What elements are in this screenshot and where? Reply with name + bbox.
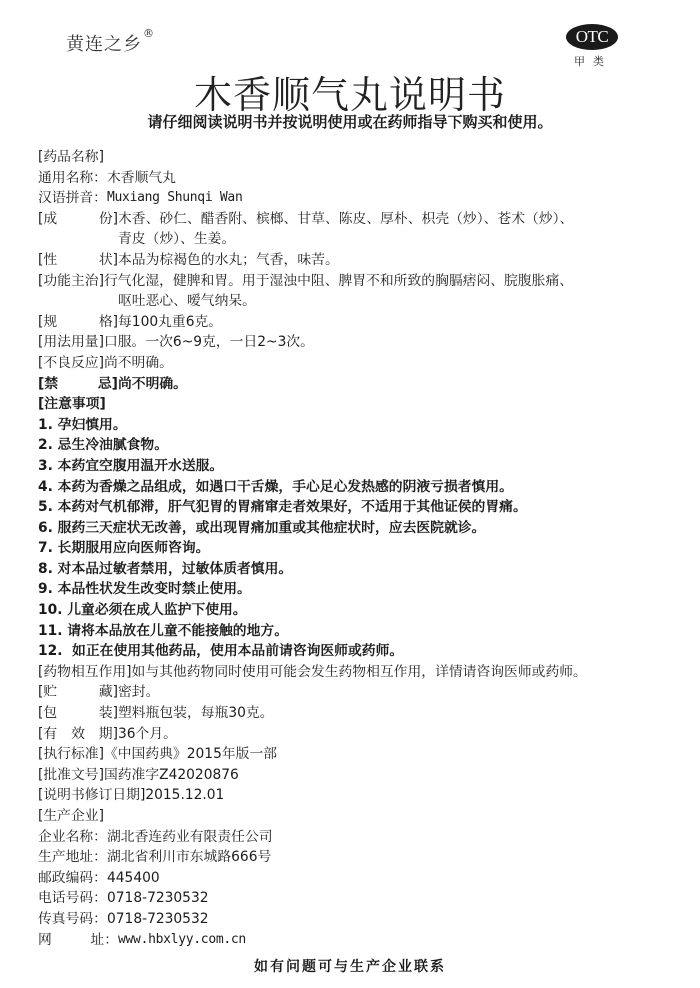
adverse-reactions-label: [不良反应] [38, 354, 104, 371]
document-subtitle: 请仔细阅读说明书并按说明使用或在药师指导下购买和使用。 [147, 113, 553, 131]
precaution-item [38, 538, 678, 559]
section-heading: [生产企业] [38, 808, 104, 824]
storage-value: 密封。 [118, 684, 160, 701]
registered-mark: ® [143, 27, 155, 40]
dosage-row [38, 332, 678, 353]
storage-label [38, 682, 118, 703]
precaution-item [38, 435, 678, 456]
website-link[interactable]: www.hbxlyy.com.cn [118, 931, 246, 947]
pinyin-label: 汉语拼音： [38, 190, 107, 207]
company-name-value: 湖北香连药业有限责任公司 [106, 828, 273, 845]
ingredients-value: 木香、砂仁、醋香附、槟榔、甘草、陈皮、厚朴、枳壳（炒）、苍术（炒）、 [118, 210, 574, 227]
precaution-text: 8. 对本品过敏者禁用，过敏体质者慎用。 [38, 560, 293, 577]
approval-value: 国药准字Z42020876 [103, 766, 239, 783]
precaution-text: 6. 服药三天症状无改善，或出现胃痛加重或其他症状时，应去医院就诊。 [38, 519, 486, 536]
contraindications-row [38, 374, 678, 395]
fax-row [38, 909, 678, 930]
precaution-text: 7. 长期服用应向医师咨询。 [38, 540, 210, 557]
standard-value: 《中国药典》2015年版一部 [103, 746, 278, 763]
indications-row [38, 271, 678, 292]
precaution-text: 1. 孕妇慎用。 [38, 416, 127, 433]
label-part: 格] [98, 313, 118, 330]
storage-row [38, 682, 678, 703]
indications-value-cont: 呕吐恶心、嗳气纳呆。 [118, 293, 256, 310]
validity-label [38, 724, 118, 745]
properties-label [38, 250, 118, 271]
approval-row [38, 765, 678, 786]
package-label [38, 703, 118, 724]
precaution-item [38, 641, 678, 662]
precaution-item [38, 477, 678, 498]
section-heading: [药品名称] [38, 149, 104, 165]
company-name-label: 企业名称： [38, 828, 107, 845]
precaution-item [38, 579, 678, 600]
label-part: 期] [98, 725, 118, 742]
specification-row [38, 312, 678, 333]
precaution-item [38, 415, 678, 436]
phone-label: 电话号码： [38, 890, 107, 907]
precaution-item [38, 559, 678, 580]
interactions-label: [药物相互作用] [38, 663, 132, 680]
precaution-text: 2. 忌生冷油腻食物。 [38, 437, 169, 454]
validity-value: 36个月。 [118, 725, 177, 742]
manufacturer-heading [38, 806, 678, 827]
precaution-text: 5. 本药对气机郁滞，肝气犯胃的胃痛窜走者效果好，不适用于其他证侯的胃痛。 [38, 499, 527, 516]
precaution-item [38, 456, 678, 477]
company-name-row [38, 827, 678, 848]
label-part: 效 [71, 725, 85, 742]
indications-row-cont [38, 291, 678, 312]
dosage-value: 口服。一次6~9克，一日2~3次。 [103, 334, 314, 351]
precaution-text: 11. 请将本品放在儿童不能接触的地方。 [38, 622, 288, 639]
precaution-item [38, 497, 678, 518]
website-label [38, 930, 118, 951]
adverse-reactions-value: 尚不明确。 [103, 354, 173, 371]
standard-row [38, 744, 678, 765]
section-heading: [注意事项] [38, 396, 106, 413]
address-value: 湖北省利川市东城路666号 [106, 849, 272, 866]
dosage-label: [用法用量] [38, 334, 104, 351]
adverse-reactions-row [38, 353, 678, 374]
ingredients-label [38, 209, 118, 230]
label-part: [包 [38, 705, 58, 722]
interactions-row [38, 662, 678, 683]
precaution-text: 9. 本品性状发生改变时禁止使用。 [38, 581, 251, 598]
ingredients-row [38, 209, 678, 230]
drug-name-heading [38, 147, 678, 168]
properties-row [38, 250, 678, 271]
pinyin-row [38, 188, 678, 209]
indications-label: [功能主治] [38, 272, 104, 289]
address-label: 生产地址： [38, 849, 107, 866]
phone-value: 0718-7230532 [106, 890, 209, 907]
leaflet-body [38, 147, 678, 950]
label-part: [性 [38, 251, 58, 268]
fax-value: 0718-7230532 [106, 910, 209, 927]
precaution-text: 12. 如正在使用其他药品，使用本品前请咨询医师或药师。 [38, 643, 404, 660]
precaution-text: 3. 本药宜空腹用温开水送服。 [38, 457, 224, 474]
label-part: [规 [38, 313, 58, 330]
fax-label: 传真号码： [38, 910, 107, 927]
precaution-item [38, 518, 678, 539]
precautions-heading [38, 394, 678, 415]
generic-name-row [38, 168, 678, 189]
interactions-value: 如与其他药物同时使用可能会发生药物相互作用，详情请咨询医师或药师。 [131, 663, 587, 680]
specification-label [38, 312, 118, 333]
address-row [38, 847, 678, 868]
precaution-item [38, 600, 678, 621]
indications-value: 行气化湿，健脾和胃。用于湿浊中阻、脾胃不和所致的胸膈痞闷、脘腹胀痛、 [103, 272, 574, 289]
package-row [38, 703, 678, 724]
contraindications-label [38, 374, 118, 395]
pinyin-value: Muxiang Shunqi Wan [106, 190, 243, 206]
properties-value: 本品为棕褐色的水丸；气香，味苦。 [118, 251, 339, 268]
brand-logo [66, 27, 155, 56]
postcode-label: 邮政编码： [38, 869, 107, 886]
otc-badge: OTC [566, 24, 618, 50]
ingredients-value-cont: 青皮（炒）、生姜。 [118, 231, 236, 248]
label-part: [有 [38, 725, 58, 742]
label-part: 网 [38, 931, 52, 948]
contraindications-value: 尚不明确。 [118, 375, 187, 392]
ingredients-row-cont [38, 229, 678, 250]
label-part: 址： [90, 931, 118, 948]
precaution-text: 10. 儿童必须在成人监护下使用。 [38, 602, 247, 619]
document-title: 木香顺气丸说明书 [193, 73, 506, 117]
label-part: 份] [98, 210, 118, 227]
label-part: [成 [38, 210, 58, 227]
precaution-text: 4. 本药为香燥之品组成，如遇口干舌燥，手心足心发热感的阴液亏损者慎用。 [38, 478, 513, 495]
generic-name-value: 木香顺气丸 [106, 169, 176, 186]
postcode-row [38, 868, 678, 889]
specification-value: 每100丸重6克。 [118, 313, 223, 330]
website-row [38, 930, 678, 951]
label-part: 忌] [97, 375, 118, 392]
revision-date-value: 2015.12.01 [145, 787, 225, 804]
footer-contact-note: 如有问题可与生产企业联系 [254, 959, 446, 975]
package-value: 塑料瓶包装，每瓶30克。 [118, 705, 274, 722]
phone-row [38, 888, 678, 909]
label-part: [禁 [38, 375, 59, 392]
otc-class-label: 甲类 [574, 55, 612, 68]
validity-row [38, 724, 678, 745]
precaution-item [38, 621, 678, 642]
approval-label: [批准文号] [38, 766, 104, 783]
revision-date-label: [说明书修订日期] [38, 787, 146, 804]
label-part: [贮 [38, 684, 58, 701]
label-part: 状] [98, 251, 118, 268]
postcode-value: 445400 [106, 869, 160, 886]
label-part: 藏] [98, 684, 118, 701]
standard-label: [执行标准] [38, 746, 104, 763]
revision-date-row [38, 785, 678, 806]
brand-name: 黄连之乡 [66, 34, 142, 55]
generic-name-label: 通用名称： [38, 169, 107, 186]
label-part: 装] [98, 705, 118, 722]
